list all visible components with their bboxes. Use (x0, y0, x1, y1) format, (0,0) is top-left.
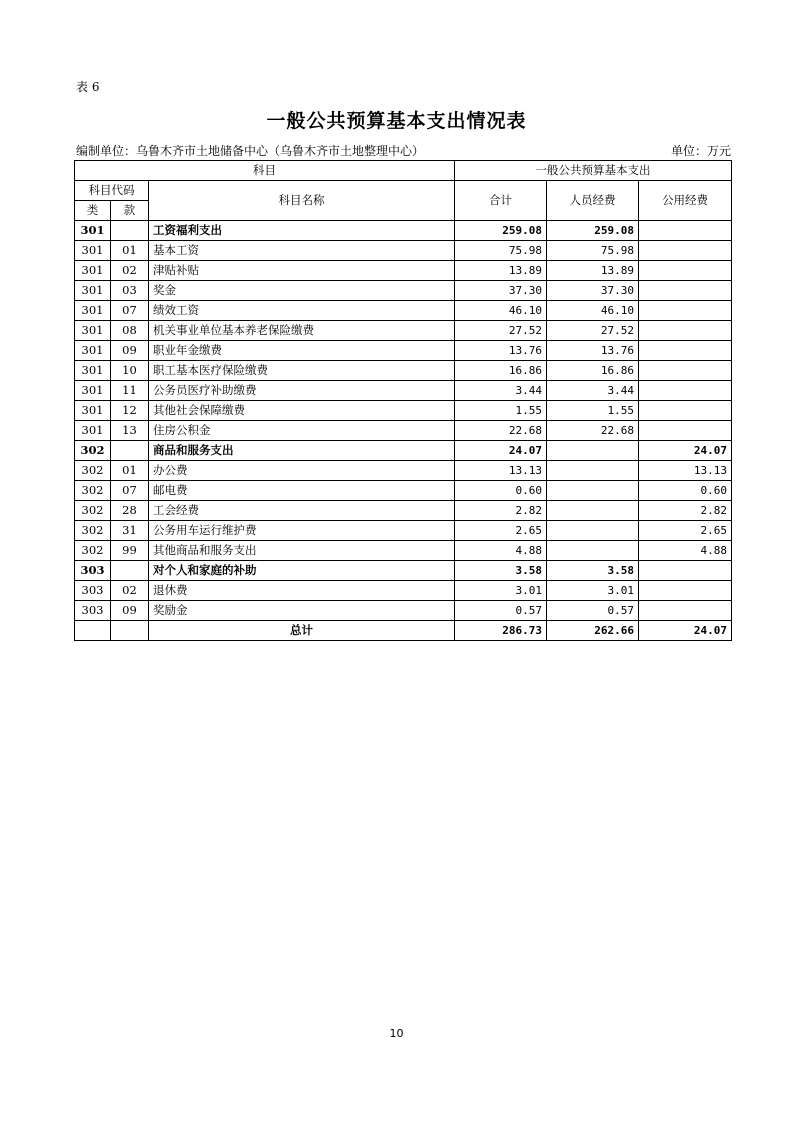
cell-subject-name: 商品和服务支出 (149, 441, 455, 461)
cell-class-code: 301 (75, 261, 111, 281)
cell-personnel: 27.52 (547, 321, 639, 341)
cell-item-code: 02 (111, 581, 149, 601)
cell-total: 37.30 (455, 281, 547, 301)
cell-personnel: 3.58 (547, 561, 639, 581)
cell-total: 13.13 (455, 461, 547, 481)
cell-subject-name: 工会经费 (149, 501, 455, 521)
cell-subject-name: 机关事业单位基本养老保险缴费 (149, 321, 455, 341)
cell-subject-name: 职工基本医疗保险缴费 (149, 361, 455, 381)
cell-class-code: 301 (75, 281, 111, 301)
cell-public (639, 241, 732, 261)
cell-personnel (547, 501, 639, 521)
table-row (75, 261, 732, 281)
cell-public: 4.88 (639, 541, 732, 561)
currency-unit: 单位：万元 (670, 144, 731, 158)
header-class: 类 (75, 201, 111, 221)
cell-subject-name: 对个人和家庭的补助 (149, 561, 455, 581)
cell-class-code: 302 (75, 461, 111, 481)
cell-public (639, 381, 732, 401)
cell-class-code: 302 (75, 441, 111, 461)
cell-item-code: 13 (111, 421, 149, 441)
cell-subject-name: 其他社会保障缴费 (149, 401, 455, 421)
cell-subject-name: 办公费 (149, 461, 455, 481)
cell-personnel: 46.10 (547, 301, 639, 321)
table-row (75, 601, 732, 621)
table-row (75, 301, 732, 321)
cell-class-code: 301 (75, 341, 111, 361)
header-basic-expenditure: 一般公共预算基本支出 (455, 161, 732, 181)
table-row (75, 581, 732, 601)
cell-item-code: 31 (111, 521, 149, 541)
cell-public (639, 301, 732, 321)
meta-row (76, 142, 731, 160)
grand-total-total: 286.73 (455, 621, 547, 641)
cell-subject-name: 邮电费 (149, 481, 455, 501)
table-row (75, 361, 732, 381)
cell-item-code: 99 (111, 541, 149, 561)
cell-public: 2.65 (639, 521, 732, 541)
table-row (75, 381, 732, 401)
table-row (75, 481, 732, 501)
cell-total: 3.44 (455, 381, 547, 401)
table-row (75, 501, 732, 521)
cell-subject-name: 津贴补贴 (149, 261, 455, 281)
cell-personnel (547, 461, 639, 481)
budget-table-body (75, 221, 732, 621)
cell-personnel (547, 441, 639, 461)
page-number: 10 (389, 1027, 404, 1040)
table-row (75, 401, 732, 421)
budget-table (74, 160, 732, 641)
cell-total: 2.82 (455, 501, 547, 521)
header-personnel: 人员经费 (547, 181, 639, 221)
cell-item-code: 28 (111, 501, 149, 521)
cell-subject-name: 绩效工资 (149, 301, 455, 321)
cell-total: 3.01 (455, 581, 547, 601)
cell-class-code: 301 (75, 221, 111, 241)
page-title: 一般公共预算基本支出情况表 (266, 110, 527, 132)
cell-class-code: 303 (75, 601, 111, 621)
cell-item-code: 02 (111, 261, 149, 281)
cell-total: 3.58 (455, 561, 547, 581)
cell-item-code: 07 (111, 481, 149, 501)
header-subject: 科目 (75, 161, 455, 181)
cell-subject-name: 奖金 (149, 281, 455, 301)
cell-public (639, 581, 732, 601)
cell-item-code: 09 (111, 341, 149, 361)
cell-total: 24.07 (455, 441, 547, 461)
compiling-unit: 编制单位：乌鲁木齐市土地储备中心（乌鲁木齐市土地整理中心） (76, 144, 425, 158)
cell-personnel: 75.98 (547, 241, 639, 261)
cell-total: 13.89 (455, 261, 547, 281)
cell-personnel: 0.57 (547, 601, 639, 621)
cell-subject-name: 职业年金缴费 (149, 341, 455, 361)
grand-total-label: 总计 (149, 621, 455, 641)
table-row (75, 421, 732, 441)
cell-personnel: 1.55 (547, 401, 639, 421)
cell-class-code: 301 (75, 381, 111, 401)
cell-subject-name: 退休费 (149, 581, 455, 601)
cell-item-code: 01 (111, 461, 149, 481)
cell-item-code: 09 (111, 601, 149, 621)
cell-personnel: 13.89 (547, 261, 639, 281)
category-row (75, 441, 732, 461)
cell-item-code (111, 441, 149, 461)
header-total: 合计 (455, 181, 547, 221)
cell-item-code: 11 (111, 381, 149, 401)
table-row (75, 541, 732, 561)
header-public: 公用经费 (639, 181, 732, 221)
cell-public: 24.07 (639, 441, 732, 461)
cell-subject-name: 奖励金 (149, 601, 455, 621)
cell-class-code: 301 (75, 421, 111, 441)
cell-class-code: 301 (75, 241, 111, 261)
grand-total-blank-item (111, 621, 149, 641)
cell-public (639, 221, 732, 241)
cell-class-code: 301 (75, 321, 111, 341)
cell-total: 0.60 (455, 481, 547, 501)
table-row (75, 521, 732, 541)
table-row (75, 341, 732, 361)
cell-personnel (547, 541, 639, 561)
table-row (75, 281, 732, 301)
cell-public (639, 341, 732, 361)
cell-personnel (547, 481, 639, 501)
cell-total: 16.86 (455, 361, 547, 381)
cell-total: 75.98 (455, 241, 547, 261)
cell-personnel: 3.44 (547, 381, 639, 401)
cell-class-code: 302 (75, 541, 111, 561)
cell-public (639, 321, 732, 341)
header-subject-name: 科目名称 (149, 181, 455, 221)
cell-subject-name: 公务员医疗补助缴费 (149, 381, 455, 401)
cell-total: 22.68 (455, 421, 547, 441)
cell-personnel: 3.01 (547, 581, 639, 601)
cell-total: 2.65 (455, 521, 547, 541)
cell-total: 46.10 (455, 301, 547, 321)
cell-personnel: 16.86 (547, 361, 639, 381)
cell-item-code: 08 (111, 321, 149, 341)
cell-total: 1.55 (455, 401, 547, 421)
cell-item-code: 12 (111, 401, 149, 421)
grand-total-row (75, 621, 732, 641)
header-subject-code: 科目代码 (75, 181, 149, 201)
cell-total: 0.57 (455, 601, 547, 621)
cell-personnel: 13.76 (547, 341, 639, 361)
table-row (75, 321, 732, 341)
cell-class-code: 303 (75, 581, 111, 601)
category-row (75, 221, 732, 241)
cell-subject-name: 公务用车运行维护费 (149, 521, 455, 541)
table-row (75, 241, 732, 261)
cell-public (639, 421, 732, 441)
cell-public: 13.13 (639, 461, 732, 481)
cell-class-code: 301 (75, 361, 111, 381)
cell-personnel: 37.30 (547, 281, 639, 301)
grand-total-public: 24.07 (639, 621, 732, 641)
cell-public (639, 281, 732, 301)
cell-subject-name: 基本工资 (149, 241, 455, 261)
cell-total: 27.52 (455, 321, 547, 341)
cell-total: 259.08 (455, 221, 547, 241)
cell-item-code: 01 (111, 241, 149, 261)
cell-class-code: 301 (75, 401, 111, 421)
cell-class-code: 303 (75, 561, 111, 581)
cell-subject-name: 住房公积金 (149, 421, 455, 441)
cell-public (639, 361, 732, 381)
cell-public (639, 561, 732, 581)
cell-item-code (111, 221, 149, 241)
cell-item-code: 03 (111, 281, 149, 301)
cell-subject-name: 其他商品和服务支出 (149, 541, 455, 561)
cell-total: 4.88 (455, 541, 547, 561)
cell-public: 2.82 (639, 501, 732, 521)
category-row (75, 561, 732, 581)
table-number-label: 表 6 (76, 80, 100, 94)
cell-item-code (111, 561, 149, 581)
grand-total-personnel: 262.66 (547, 621, 639, 641)
cell-class-code: 302 (75, 501, 111, 521)
cell-public (639, 261, 732, 281)
grand-total-blank-class (75, 621, 111, 641)
cell-item-code: 07 (111, 301, 149, 321)
cell-personnel (547, 521, 639, 541)
cell-public (639, 601, 732, 621)
cell-personnel: 259.08 (547, 221, 639, 241)
cell-item-code: 10 (111, 361, 149, 381)
cell-public (639, 401, 732, 421)
cell-class-code: 302 (75, 521, 111, 541)
table-row (75, 461, 732, 481)
cell-subject-name: 工资福利支出 (149, 221, 455, 241)
cell-class-code: 301 (75, 301, 111, 321)
cell-public: 0.60 (639, 481, 732, 501)
cell-total: 13.76 (455, 341, 547, 361)
cell-personnel: 22.68 (547, 421, 639, 441)
cell-class-code: 302 (75, 481, 111, 501)
header-item: 款 (111, 201, 149, 221)
